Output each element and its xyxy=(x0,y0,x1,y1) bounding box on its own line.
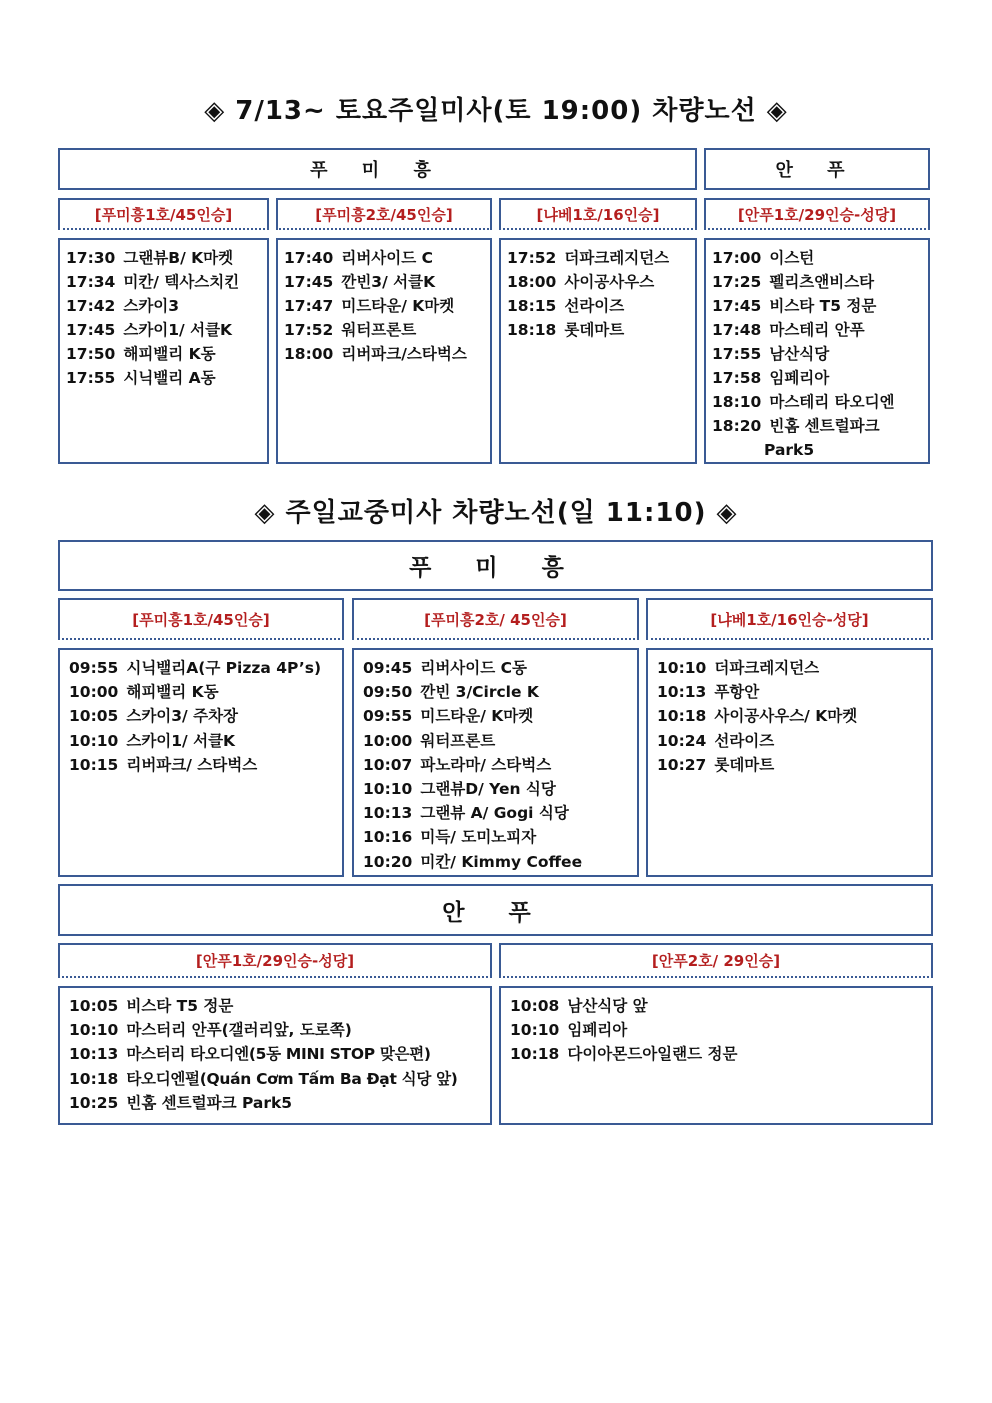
stop-row xyxy=(507,246,691,270)
stop-time: 18:15 xyxy=(507,297,557,315)
stop-row xyxy=(712,318,924,342)
stop-place: 롯데마트 xyxy=(714,755,775,774)
stop-time: 17:40 xyxy=(284,249,334,267)
stop-place: 스카이1/ 서클K xyxy=(123,321,233,339)
stop-row xyxy=(712,390,924,414)
stop-time: 10:13 xyxy=(69,1045,119,1064)
stop-row xyxy=(69,729,338,753)
region-anphu: 안 푸 xyxy=(704,148,930,190)
stop-place: 스카이1/ 서클K xyxy=(126,731,236,750)
stop-time: 17:00 xyxy=(712,249,762,267)
stop-place: 미드타운/ K마켓 xyxy=(420,707,534,726)
stop-place: 그랜뷰B/ K마켓 xyxy=(123,249,234,267)
stop-place: 선라이즈 xyxy=(714,731,775,750)
stop-place: 그랜뷰D/ Yen 식당 xyxy=(420,780,556,799)
route-header: [푸미흥2호/ 45인승] xyxy=(352,598,639,640)
stop-time: 10:08 xyxy=(510,997,560,1015)
stop-place: 미칸/ 텍사스치킨 xyxy=(123,273,240,291)
stop-row xyxy=(69,1091,486,1115)
stop-row xyxy=(363,729,633,753)
route-stops xyxy=(58,648,344,877)
stop-place: 그랜뷰 A/ Gogi 식당 xyxy=(420,804,569,823)
stop-row xyxy=(66,246,263,270)
stop-row xyxy=(69,656,338,680)
stop-time: 10:27 xyxy=(657,755,707,774)
stop-time: 10:10 xyxy=(69,1021,119,1040)
stop-place: 남산식당 앞 xyxy=(567,997,648,1015)
stop-row xyxy=(657,680,927,704)
stop-row xyxy=(363,753,633,777)
stop-place: 펠리츠앤비스타 xyxy=(769,273,875,291)
stop-row xyxy=(284,318,486,342)
route-stops xyxy=(58,986,492,1125)
route-stops xyxy=(499,238,697,464)
stop-place: 시닉밸리 A동 xyxy=(123,369,216,387)
stop-place: 사이공사우스 xyxy=(564,273,655,291)
stop-place: 비스타 T5 정문 xyxy=(769,297,877,315)
stop-time: 10:24 xyxy=(657,731,707,750)
stop-time: 10:16 xyxy=(363,828,413,847)
stop-time: 10:10 xyxy=(363,780,413,799)
stop-time: 17:55 xyxy=(66,369,116,387)
route-stops xyxy=(276,238,492,464)
stop-place: 리버사이드 C동 xyxy=(420,659,527,677)
stop-row xyxy=(712,294,924,318)
stop-place: 다이아몬드아일랜드 정문 xyxy=(567,1045,738,1064)
stop-place: 더파크레지던스 xyxy=(564,249,670,267)
route-header: [푸미흥1호/45인승] xyxy=(58,198,269,230)
stop-time: 10:18 xyxy=(657,707,707,726)
stop-row xyxy=(66,366,263,390)
stop-row xyxy=(510,1018,927,1042)
stop-row xyxy=(712,414,924,438)
stop-time: 10:13 xyxy=(363,804,413,823)
stop-place: 비스타 T5 정문 xyxy=(126,997,234,1015)
saturday-title: ◈ 7/13~ 토요주일미사(토 19:00) 차량노선 ◈ xyxy=(204,96,788,126)
stop-place: 파노라마/ 스타벅스 xyxy=(420,755,552,774)
stop-row xyxy=(66,342,263,366)
stop-place: 사이공사우스/ K마켓 xyxy=(714,707,858,726)
stop-time: 18:20 xyxy=(712,417,762,435)
stop-row xyxy=(507,318,691,342)
stop-row xyxy=(69,1018,486,1042)
stop-time: 10:13 xyxy=(657,683,707,702)
stop-place: 타오디엔펄(Quán Cơm Tấm Ba Đạt 식당 앞) xyxy=(126,1069,458,1088)
region-phumyhung: 푸 미 흥 xyxy=(58,148,697,190)
stop-row xyxy=(284,294,486,318)
route-header: [푸미흥1호/45인승] xyxy=(58,598,344,640)
stop-time: 17:45 xyxy=(284,273,334,291)
region-anphu: 안 푸 xyxy=(58,884,933,936)
stop-place: 스카이3/ 주차장 xyxy=(126,707,239,726)
stop-time: 09:55 xyxy=(363,707,413,726)
stop-place: 깐빈3/ 서클K xyxy=(341,273,436,291)
stop-time: 09:45 xyxy=(363,659,413,677)
stop-row xyxy=(712,270,924,294)
stop-time: 17:47 xyxy=(284,297,334,315)
stop-continuation: Park5 xyxy=(764,441,815,459)
stop-time: 17:42 xyxy=(66,297,116,315)
stop-place: 리버사이드 C xyxy=(341,249,433,267)
stop-row xyxy=(657,753,927,777)
stop-row xyxy=(69,680,338,704)
stop-place: 더파크레지던스 xyxy=(714,659,820,677)
stop-place: 남산식당 xyxy=(769,345,830,363)
route-header: [안푸1호/29인승-성당] xyxy=(704,198,930,230)
stop-row xyxy=(69,1042,486,1066)
stop-row xyxy=(507,270,691,294)
stop-row xyxy=(712,342,924,366)
stop-place: 임페리아 xyxy=(769,369,830,387)
stop-row xyxy=(284,246,486,270)
stop-time: 17:58 xyxy=(712,369,762,387)
stop-place: 이스턴 xyxy=(769,249,815,267)
route-stops xyxy=(646,648,933,877)
stop-time: 10:07 xyxy=(363,755,413,774)
stop-time: 10:25 xyxy=(69,1093,119,1112)
stop-row xyxy=(507,294,691,318)
stop-time: 10:15 xyxy=(69,755,119,774)
stop-time: 10:00 xyxy=(363,731,413,750)
stop-row xyxy=(363,680,633,704)
stop-row xyxy=(66,294,263,318)
stop-row xyxy=(712,366,924,390)
stop-time: 18:00 xyxy=(507,273,557,291)
stop-place: 해피밸리 K동 xyxy=(123,345,216,363)
stop-time: 17:25 xyxy=(712,273,762,291)
stop-row xyxy=(69,994,486,1018)
stop-place: 깐빈 3/Circle K xyxy=(420,683,539,702)
stop-row xyxy=(657,704,927,728)
stop-row xyxy=(66,318,263,342)
stop-place: 마스터리 타오디엔(5동 MINI STOP 맞은편) xyxy=(126,1045,431,1064)
stop-row xyxy=(657,729,927,753)
stop-row xyxy=(363,850,633,874)
stop-place: 미득/ 도미노피자 xyxy=(420,828,537,847)
stop-row xyxy=(69,753,338,777)
stop-time: 17:45 xyxy=(66,321,116,339)
stop-time: 10:20 xyxy=(363,852,413,871)
stop-place: 미드타운/ K마켓 xyxy=(341,297,455,315)
route-stops xyxy=(58,238,269,464)
stop-time: 10:10 xyxy=(69,731,119,750)
stop-place: 빈홈 센트럴파크 Park5 xyxy=(126,1093,293,1112)
stop-row xyxy=(284,270,486,294)
route-stops xyxy=(499,986,933,1125)
stop-time: 10:00 xyxy=(69,683,119,702)
route-header: [안푸1호/29인승-성당] xyxy=(58,943,492,978)
stop-row xyxy=(363,801,633,825)
stop-time: 17:30 xyxy=(66,249,116,267)
stop-place: 빈홈 센트럴파크 xyxy=(769,417,880,435)
region-phumyhung: 푸 미 흥 xyxy=(58,540,933,591)
route-stops xyxy=(352,648,639,877)
route-header: [푸미흥2호/45인승] xyxy=(276,198,492,230)
stop-row xyxy=(712,246,924,270)
stop-time: 10:18 xyxy=(510,1045,560,1064)
stop-row xyxy=(69,704,338,728)
stop-time: 17:48 xyxy=(712,321,762,339)
route-header: [안푸2호/ 29인승] xyxy=(499,943,933,978)
stop-place: 마스터리 안푸(갤러리앞, 도로쪽) xyxy=(126,1021,352,1040)
stop-row xyxy=(363,656,633,680)
stop-place: 임페리아 xyxy=(567,1021,628,1040)
stop-row xyxy=(510,1042,927,1066)
stop-time: 18:00 xyxy=(284,345,334,363)
stop-place: 선라이즈 xyxy=(564,297,625,315)
stop-time: 10:10 xyxy=(510,1021,560,1040)
stop-row xyxy=(69,1067,486,1091)
route-header: [냐베1호/16인승-성당] xyxy=(646,598,933,640)
stop-time: 17:45 xyxy=(712,297,762,315)
stop-row xyxy=(363,825,633,849)
stop-time: 18:18 xyxy=(507,321,557,339)
stop-place: 워터프론트 xyxy=(420,731,496,750)
stop-row xyxy=(363,704,633,728)
stop-place: 스카이3 xyxy=(123,297,180,315)
stop-time: 17:50 xyxy=(66,345,116,363)
stop-time: 09:55 xyxy=(69,659,119,677)
stop-row xyxy=(657,656,927,680)
route-stops xyxy=(704,238,930,464)
stop-place: 마스테리 타오디엔 xyxy=(769,393,895,411)
stop-place: 미칸/ Kimmy Coffee xyxy=(420,852,583,871)
stop-time: 10:10 xyxy=(657,659,707,677)
stop-time: 09:50 xyxy=(363,683,413,702)
route-header: [냐베1호/16인승] xyxy=(499,198,697,230)
stop-row xyxy=(284,342,486,366)
stop-time: 10:18 xyxy=(69,1069,119,1088)
stop-time: 10:05 xyxy=(69,997,119,1015)
stop-row xyxy=(510,994,927,1018)
sunday-title: ◈ 주일교중미사 차량노선(일 11:10) ◈ xyxy=(254,498,738,528)
stop-place: 마스테리 안푸 xyxy=(769,321,865,339)
stop-place: 해피밸리 K동 xyxy=(126,683,219,702)
stop-time: 17:52 xyxy=(507,249,557,267)
stop-place: 리버파크/스타벅스 xyxy=(341,345,467,363)
stop-place: 워터프론트 xyxy=(341,321,417,339)
stop-row xyxy=(66,270,263,294)
stop-row xyxy=(363,777,633,801)
stop-time: 17:55 xyxy=(712,345,762,363)
stop-place: 푸항안 xyxy=(714,683,760,702)
stop-place: 롯데마트 xyxy=(564,321,625,339)
stop-time: 17:52 xyxy=(284,321,334,339)
stop-time: 10:05 xyxy=(69,707,119,726)
stop-time: 17:34 xyxy=(66,273,116,291)
stop-place: 시닉밸리A(구 Pizza 4P’s) xyxy=(126,659,322,677)
stop-time: 18:10 xyxy=(712,393,762,411)
stop-place: 리버파크/ 스타벅스 xyxy=(126,755,258,774)
